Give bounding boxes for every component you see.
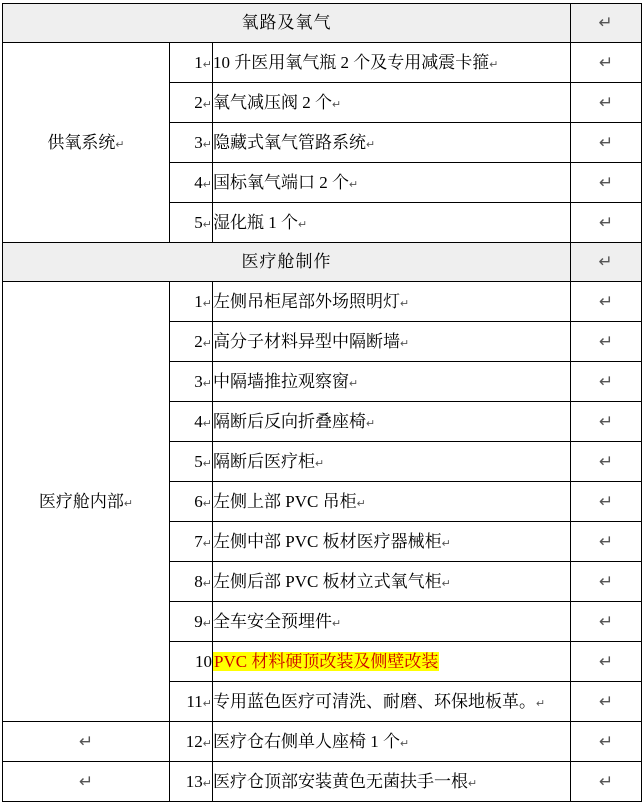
row-description-text: 国标氧气端口 2 个 [213, 172, 349, 192]
row-number [170, 362, 213, 402]
row-number [170, 322, 213, 362]
row-note: ↵ [571, 642, 642, 682]
row-number [170, 602, 213, 642]
row-note: ↵ [571, 402, 642, 442]
row-number-text: 1 [194, 291, 203, 311]
row-number-text: 10 [195, 651, 212, 671]
row-description [213, 682, 571, 722]
category-cell-medical-cabin-interior [3, 282, 170, 722]
row-description [213, 722, 571, 762]
table-row [3, 43, 642, 83]
row-note: ↵ [571, 163, 642, 203]
row-note: ↵ [571, 282, 642, 322]
row-number [170, 522, 213, 562]
row-description [213, 402, 571, 442]
row-description [213, 642, 571, 682]
row-description-mark: ↵ [441, 537, 451, 550]
section-title-text: 氧路及氧气 [241, 13, 332, 33]
row-description-mark: ↵ [536, 697, 546, 710]
row-number [170, 203, 213, 243]
row-number-mark: ↵ [202, 737, 212, 750]
row-number [170, 83, 213, 123]
category-cell-empty: ↵ [3, 762, 170, 802]
row-note: ↵ [571, 442, 642, 482]
row-description-text: 中隔墙推拉观察窗 [213, 371, 349, 391]
row-description-text: 隐藏式氧气管路系统 [213, 132, 366, 152]
row-description-mark: ↵ [468, 777, 478, 790]
table-row [3, 722, 642, 762]
row-number-mark: ↵ [202, 417, 212, 430]
row-number-mark: ↵ [202, 457, 212, 470]
row-number [170, 562, 213, 602]
row-description [213, 203, 571, 243]
row-description-text: 专用蓝色医疗可清洗、耐磨、环保地板革。 [213, 691, 536, 711]
row-description [213, 163, 571, 203]
row-number [170, 282, 213, 322]
row-description-mark: ↵ [298, 218, 308, 231]
equipment-spec-table [2, 3, 642, 802]
row-number [170, 682, 213, 722]
row-description [213, 123, 571, 163]
row-description [213, 482, 571, 522]
row-number-text: 3 [194, 371, 203, 391]
table-row [3, 282, 642, 322]
row-number [170, 402, 213, 442]
row-number-text: 2 [194, 92, 203, 112]
row-number-mark: ↵ [202, 617, 212, 630]
category-label: 供氧系统 [47, 132, 116, 152]
row-number-text: 2 [194, 331, 203, 351]
row-description [213, 362, 571, 402]
row-note: ↵ [571, 682, 642, 722]
row-description-mark: ↵ [332, 617, 342, 630]
row-number-text: 4 [194, 411, 203, 431]
row-description-text: 湿化瓶 1 个 [213, 212, 298, 232]
row-note: ↵ [571, 322, 642, 362]
row-description-text: 10 升医用氧气瓶 2 个及专用减震卡箍 [213, 52, 490, 72]
row-description-text: 高分子材料异型中隔断墙 [213, 331, 400, 351]
row-number-text: 7 [194, 531, 203, 551]
category-cell-empty: ↵ [3, 722, 170, 762]
row-description-mark: ↵ [489, 58, 499, 71]
row-description [213, 282, 571, 322]
table-row [3, 762, 642, 802]
row-number-text: 5 [194, 212, 203, 232]
row-number-mark: ↵ [202, 577, 212, 590]
row-note: ↵ [571, 522, 642, 562]
row-number-mark: ↵ [202, 98, 212, 111]
row-description-text: 左侧后部 PVC 板材立式氧气柜 [213, 571, 442, 591]
section-header-row [3, 4, 642, 43]
row-note: ↵ [571, 203, 642, 243]
category-label: 医疗舱内部 [38, 491, 124, 511]
row-number-mark: ↵ [202, 697, 212, 710]
row-number-text: 5 [194, 451, 203, 471]
row-description-mark: ↵ [400, 297, 410, 310]
row-number-text: 4 [194, 172, 203, 192]
row-description-text: 左侧中部 PVC 板材医疗器械柜 [213, 531, 442, 551]
row-description-mark: ↵ [349, 178, 359, 191]
row-description [213, 602, 571, 642]
row-description-text: 隔断后医疗柜 [213, 451, 315, 471]
row-description-text: 医疗仓右侧单人座椅 1 个 [213, 731, 400, 751]
row-description-mark: ↵ [315, 457, 325, 470]
row-description-text: 左侧吊柜尾部外场照明灯 [213, 291, 400, 311]
row-number-text: 13 [185, 771, 203, 791]
row-number [170, 43, 213, 83]
row-number-mark: ↵ [202, 777, 212, 790]
category-mark: ↵ [115, 138, 125, 151]
row-number [170, 123, 213, 163]
section-note: ↵ [571, 4, 642, 43]
row-note: ↵ [571, 83, 642, 123]
row-number-mark: ↵ [202, 377, 212, 390]
row-description [213, 522, 571, 562]
row-description [213, 762, 571, 802]
row-note: ↵ [571, 482, 642, 522]
row-note: ↵ [571, 362, 642, 402]
row-description-mark: ↵ [332, 98, 342, 111]
row-note: ↵ [571, 722, 642, 762]
row-description-text: 隔断后反向折叠座椅 [213, 411, 366, 431]
section-header-row [3, 243, 642, 282]
category-mark: ↵ [123, 497, 134, 510]
row-number-mark: ↵ [202, 178, 212, 191]
row-description-mark: ↵ [349, 377, 359, 390]
row-number-mark: ↵ [202, 537, 212, 550]
section-note: ↵ [571, 243, 642, 282]
row-number-mark: ↵ [202, 297, 212, 310]
row-description-text: 全车安全预埋件 [213, 611, 332, 631]
row-number-mark: ↵ [202, 138, 212, 151]
row-description-text: 氧气减压阀 2 个 [213, 92, 332, 112]
category-cell-oxygen-system [3, 43, 170, 243]
section-title-medical-cabin [3, 243, 571, 282]
row-number [170, 442, 213, 482]
row-description-mark: ↵ [400, 337, 410, 350]
row-description [213, 43, 571, 83]
row-number [170, 482, 213, 522]
row-description-mark: ↵ [366, 138, 376, 151]
row-number-text: 1 [194, 52, 203, 72]
row-description-text: 左侧上部 PVC 吊柜 [213, 491, 357, 511]
row-description [213, 442, 571, 482]
row-number-mark: ↵ [202, 497, 212, 510]
row-note: ↵ [571, 602, 642, 642]
row-description-mark: ↵ [356, 497, 366, 510]
row-number-text: 3 [194, 132, 203, 152]
row-number [170, 722, 213, 762]
row-description-mark: ↵ [441, 577, 451, 590]
row-note: ↵ [571, 43, 642, 83]
row-number-text: 11 [186, 691, 203, 711]
row-number-text: 9 [194, 611, 203, 631]
row-description [213, 562, 571, 602]
row-number-mark: ↵ [202, 337, 212, 350]
row-number [170, 762, 213, 802]
row-number-mark: ↵ [202, 218, 212, 231]
row-number-text: 8 [194, 571, 203, 591]
row-number [170, 163, 213, 203]
row-description-mark: ↵ [400, 737, 410, 750]
row-number-mark: ↵ [202, 58, 212, 71]
row-description-text: 医疗仓顶部安装黄色无菌扶手一根 [213, 771, 468, 791]
document-page [0, 3, 643, 809]
row-number [170, 642, 213, 682]
row-note: ↵ [571, 123, 642, 163]
row-description-mark: ↵ [366, 417, 376, 430]
row-description [213, 322, 571, 362]
row-description-text-highlighted: PVC 材料硬顶改装及侧壁改装 [214, 651, 439, 671]
row-number-text: 12 [185, 731, 203, 751]
row-description [213, 83, 571, 123]
section-title-oxygen [3, 4, 571, 43]
section-title-text: 医疗舱制作 [241, 252, 332, 272]
row-note: ↵ [571, 562, 642, 602]
row-number-text: 6 [194, 491, 203, 511]
row-note: ↵ [571, 762, 642, 802]
